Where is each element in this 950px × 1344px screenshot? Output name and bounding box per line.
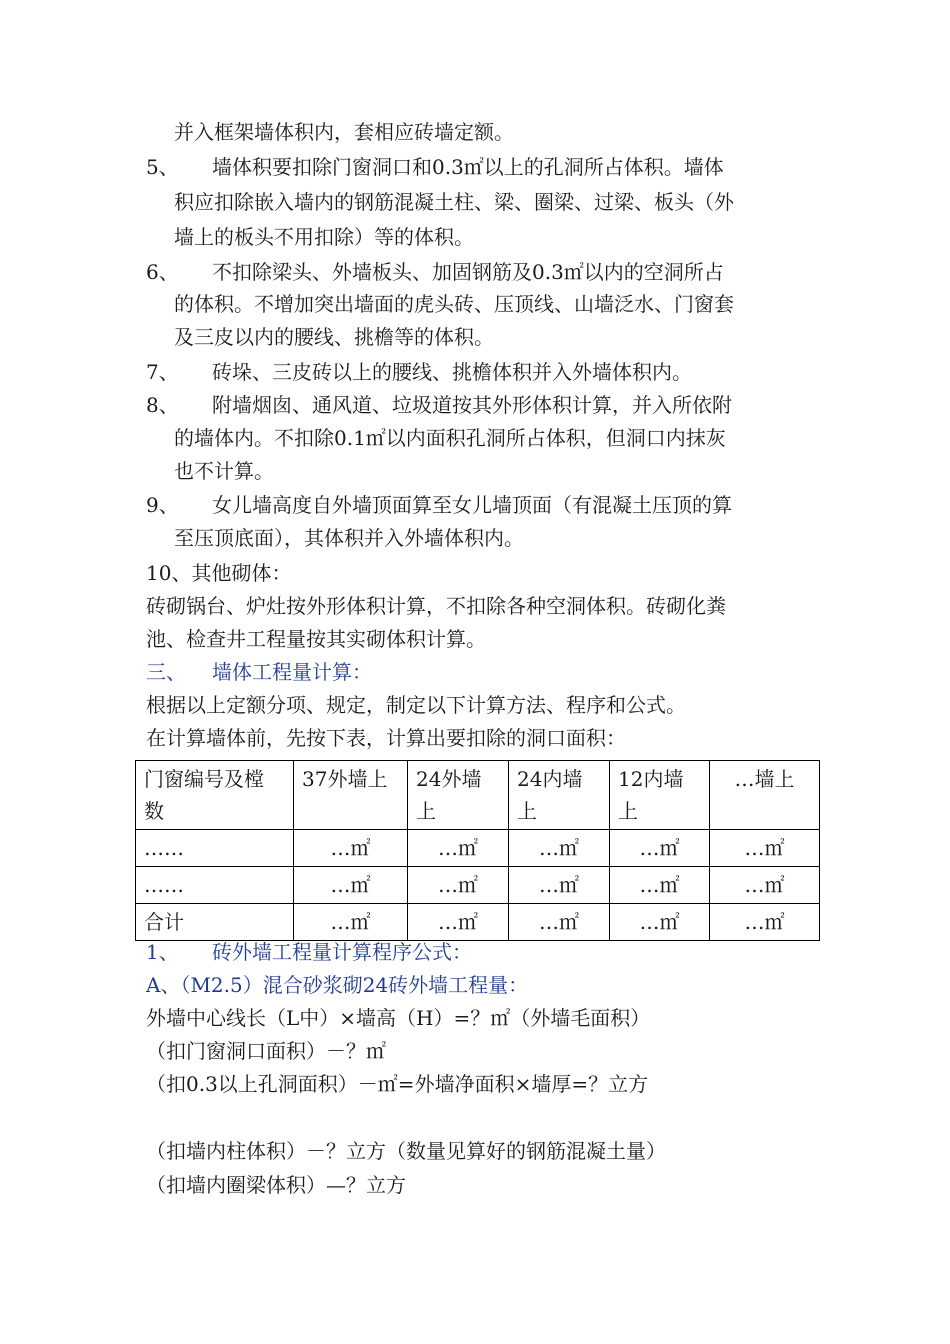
list-item-8 [146, 391, 732, 419]
table-row [136, 830, 820, 867]
heading-number: 三、 [146, 660, 186, 684]
list-item-5-line-3: 墙上的板头不用扣除）等的体积。 [174, 225, 474, 249]
list-item-6-line-3: 及三皮以内的腰线、挑檐等的体积。 [174, 325, 494, 349]
subsection-heading-1 [146, 938, 472, 966]
list-item-9 [146, 491, 732, 519]
list-text: 砖垛、三皮砖以上的腰线、挑檐体积并入外墙体积内。 [212, 360, 692, 384]
list-item-5-line-2: 积应扣除嵌入墙内的钢筋混凝土柱、梁、圈梁、过梁、板头（外 [174, 190, 734, 214]
list-number: 8、 [146, 393, 179, 417]
heading-number: 1、 [146, 940, 179, 964]
list-item-8-line-3: 也不计算。 [174, 459, 274, 483]
table-header-cell: 37外墙上 [294, 761, 408, 830]
list-item-9-line-2: 至压顶底面），其体积并入外墙体积内。 [174, 526, 524, 550]
table-cell: …… [136, 867, 294, 904]
table-cell: …㎡ [610, 904, 710, 941]
list-item-10: 10、其他砌体： [146, 561, 292, 585]
paragraph-table-intro: 在计算墙体前，先按下表，计算出要扣除的洞口面积： [146, 726, 626, 750]
table-cell: …㎡ [408, 904, 509, 941]
table-cell: …㎡ [294, 867, 408, 904]
table-cell: …㎡ [710, 830, 820, 867]
table-cell: …㎡ [509, 830, 610, 867]
table-cell: …… [136, 830, 294, 867]
paragraph-masonry-1: 砖砌锅台、炉灶按外形体积计算，不扣除各种空洞体积。砖砌化粪 [146, 594, 726, 618]
list-item-8-line-2: 的墙体内。不扣除0.1㎡以内面积孔洞所占体积，但洞口内抹灰 [174, 426, 726, 450]
table-cell: …㎡ [408, 830, 509, 867]
table-cell: …㎡ [294, 904, 408, 941]
list-text: 附墙烟囱、通风道、垃圾道按其外形体积计算，并入所依附 [212, 393, 732, 417]
table-header-cell: 门窗编号及樘 数 [136, 761, 294, 830]
table-total-row [136, 904, 820, 941]
table-cell: …㎡ [509, 867, 610, 904]
formula-line-4: （扣墙内柱体积）－？立方（数量见算好的钢筋混凝土量） [146, 1139, 666, 1163]
heading-text: 墙体工程量计算： [212, 660, 372, 684]
table-cell: …㎡ [710, 867, 820, 904]
table-cell: 合计 [136, 904, 294, 941]
formula-line-3: （扣0.3以上孔洞面积）－㎡=外墙净面积×墙厚=？立方 [146, 1072, 649, 1096]
table-header-cell: 12内墙 上 [610, 761, 710, 830]
paragraph-masonry-2: 池、检查井工程量按其实砌体积计算。 [146, 627, 486, 651]
table-cell: …㎡ [408, 867, 509, 904]
list-number: 6、 [146, 260, 179, 284]
list-number: 9、 [146, 493, 179, 517]
paragraph-continuation: 并入框架墙体积内，套相应砖墙定额。 [174, 120, 514, 144]
list-number: 5、 [146, 155, 179, 179]
list-text: 女儿墙高度自外墙顶面算至女儿墙顶面（有混凝土压顶的算 [212, 493, 732, 517]
list-text: 墙体积要扣除门窗洞口和0.3㎡以上的孔洞所占体积。墙体 [212, 155, 724, 179]
table-header-row [136, 761, 820, 830]
list-number: 7、 [146, 360, 179, 384]
table-cell: …㎡ [610, 867, 710, 904]
opening-area-table [135, 760, 820, 941]
list-item-7 [146, 358, 692, 386]
formula-line-2: （扣门窗洞口面积）－？㎡ [146, 1039, 386, 1063]
table-cell: …㎡ [710, 904, 820, 941]
table-header-cell: 24内墙 上 [509, 761, 610, 830]
section-heading-3 [146, 658, 372, 686]
table-cell: …㎡ [294, 830, 408, 867]
heading-text: 砖外墙工程量计算程序公式： [212, 940, 472, 964]
formula-line-1: 外墙中心线长（L中）×墙高（H）=？㎡（外墙毛面积） [146, 1006, 651, 1030]
table-header-cell: …墙上 [710, 761, 820, 830]
paragraph-method: 根据以上定额分项、规定，制定以下计算方法、程序和公式。 [146, 693, 686, 717]
table-row [136, 867, 820, 904]
list-item-6-line-2: 的体积。不增加突出墙面的虎头砖、压顶线、山墙泛水、门窗套 [174, 292, 734, 316]
table-cell: …㎡ [610, 830, 710, 867]
table-cell: …㎡ [509, 904, 610, 941]
subsection-heading-a: A、（M2.5）混合砂浆砌24砖外墙工程量： [146, 973, 529, 997]
formula-line-5: （扣墙内圈梁体积）—？立方 [146, 1173, 406, 1197]
list-item-5 [146, 153, 724, 181]
list-item-6 [146, 258, 724, 286]
table-header-cell: 24外墙 上 [408, 761, 509, 830]
list-text: 不扣除梁头、外墙板头、加固钢筋及0.3㎡以内的空洞所占 [212, 260, 724, 284]
